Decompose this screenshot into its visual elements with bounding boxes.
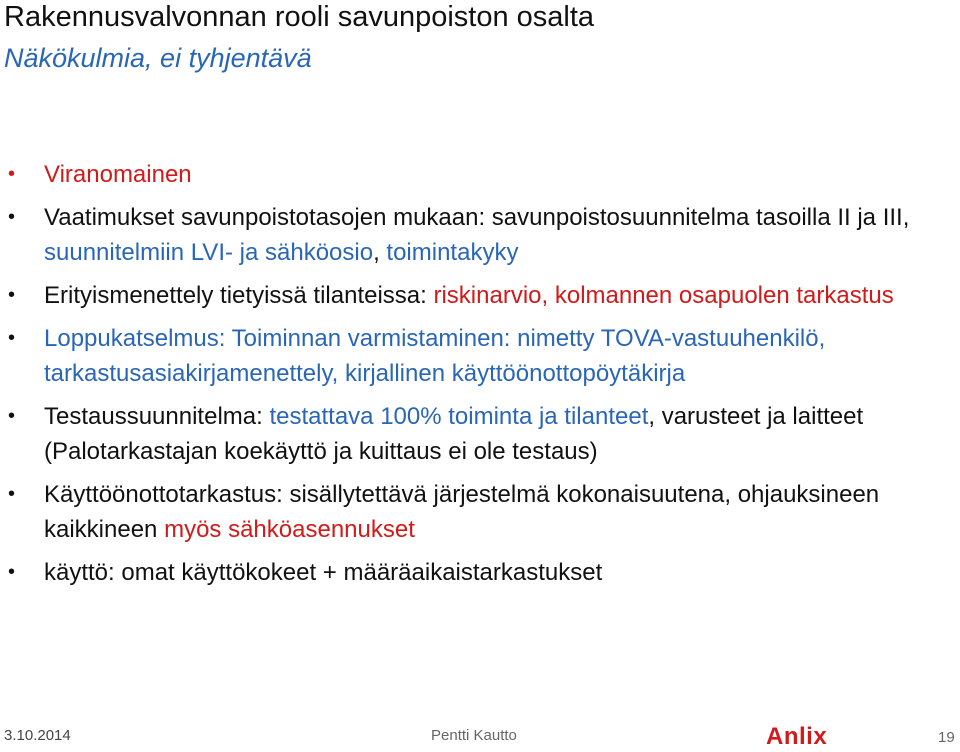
bullet-marker: • [8, 483, 16, 505]
bullet-text-segment: Erityismenettely tietyissä tilanteissa: [44, 282, 434, 309]
bullet-item [0, 555, 944, 590]
bullet-marker: • [8, 405, 16, 427]
bullet-text-segment: Testaussuunnitelma: [44, 403, 270, 430]
bullet-item [0, 321, 944, 391]
bullet-text-segment: suunnitelmiin LVI- ja sähköosio [44, 239, 374, 266]
bullet-marker: • [8, 327, 16, 349]
bullet-item [0, 278, 944, 313]
bullet-marker: • [8, 284, 16, 306]
bullet-item [0, 200, 944, 270]
bullet-text-segment: riskinarvio, kolmannen osapuolen tarkastus [433, 282, 894, 309]
bullet-text-segment: , varusteet ja laitteet (Palotarkastajan koekäyttö ja kuittaus ei ole testaus) [44, 403, 864, 465]
bullet-list [0, 157, 960, 598]
company-logo: Anlix [766, 723, 828, 750]
bullet-text-segment: Vaatimukset savunpoistotasojen mukaan: savunpoistosuunnitelma tasoilla II ja III, [44, 204, 910, 231]
bullet-text-segment: , [373, 239, 387, 266]
bullet-text-segment: toimintakyky [386, 239, 519, 266]
slide-subtitle: Näkökulmia, ei tyhjentävä [4, 43, 312, 73]
slide-title: Rakennusvalvonnan rooli savunpoiston osalta [4, 1, 595, 33]
bullet-text-segment: myös sähköasennukset [164, 516, 415, 543]
bullet-text-segment: Viranomainen [44, 161, 192, 188]
bullet-text-segment: testattava 100% toiminta ja tilanteet [269, 403, 649, 430]
bullet-text-segment: käyttö: omat käyttökokeet + määräaikaistarkastukset [44, 559, 603, 586]
page-number: 19 [938, 729, 955, 746]
bullet-text-segment: Käyttöönottotarkastus: sisällytettävä järjestelmä kokonaisuutena, ohjauksineen kaikkineen [44, 481, 880, 543]
bullet-marker: • [8, 163, 16, 185]
footer-date: 3.10.2014 [4, 727, 71, 744]
bullet-marker: • [8, 206, 16, 228]
bullet-text-segment: Loppukatselmus: Toiminnan varmistaminen: nimetty TOVA-vastuuhenkilö, tarkastusasiakirjamenettely, kirjallinen käyttöönottopöytäkirja [44, 325, 826, 387]
bullet-item [0, 477, 944, 547]
bullet-item [0, 157, 944, 192]
footer-author: Pentti Kautto [431, 727, 517, 744]
bullet-item [0, 399, 944, 469]
bullet-marker: • [8, 561, 16, 583]
